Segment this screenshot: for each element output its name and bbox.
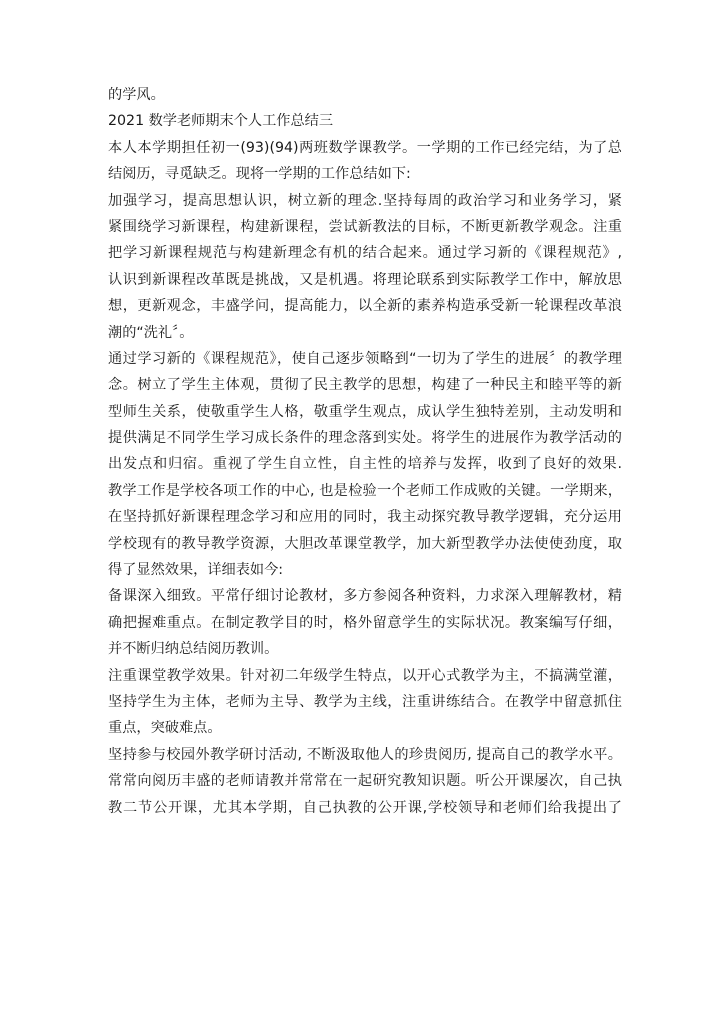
text-line: 备课深入细致。平常仔细讨论教材，多方参阅各种资料，力求深入理解教材，精 bbox=[108, 588, 622, 605]
text-line: 学校现有的教导教学资源，大胆改革课堂教学，加大新型教学办法使使劲度，取 bbox=[108, 535, 622, 552]
text-line: 坚持参与校园外教学研讨活动, 不断汲取他人的珍贵阅历, 提高自己的教学水平。 bbox=[108, 746, 622, 763]
text-line: 潮的“洗礼〞。 bbox=[108, 324, 194, 341]
text-line: 通过学习新的《课程规范》，使自己逐步领略到“一切为了学生的进展〞的教学理 bbox=[108, 350, 622, 367]
text-line: 结阅历，寻觅缺乏。现将一学期的工作总结如下: bbox=[108, 166, 411, 183]
text-line: 把学习新课程规范与构建新理念有机的结合起来。通过学习新的《课程规范》, bbox=[108, 245, 622, 262]
text-line: 坚持学生为主体，老师为主导、教学为主线，注重讲练结合。在教学中留意抓住 bbox=[108, 693, 622, 710]
text-line: 加强学习，提高思想认识，树立新的理念.坚持每周的政治学习和业务学习，紧 bbox=[108, 192, 622, 209]
text-line: 提供满足不同学生学习成长条件的理念落到实处。将学生的进展作为教学活动的 bbox=[108, 430, 622, 447]
text-line: 认识到新课程改革既是挑战，又是机遇。将理论联系到实际教学工作中，解放思 bbox=[108, 271, 622, 288]
text-line: 出发点和归宿。重视了学生自立性，自主性的培养与发挥，收到了良好的效果. bbox=[108, 456, 622, 473]
text-line: 型师生关系，使敬重学生人格，敬重学生观点，成认学生独特差别，主动发明和 bbox=[108, 403, 622, 420]
text-line: 教学工作是学校各项工作的中心, 也是检验一个老师工作成败的关键。一学期来， bbox=[108, 482, 622, 499]
text-line: 教二节公开课，尤其本学期，自己执教的公开课,学校领导和老师们给我提出了 bbox=[108, 799, 622, 816]
text-line: 想，更新观念，丰盛学问，提高能力，以全新的素养构造承受新一轮课程改革浪 bbox=[108, 298, 622, 315]
text-line: 得了显然效果，详细表如今: bbox=[108, 562, 284, 579]
document-page bbox=[108, 82, 622, 821]
text-line: 确把握难重点。在制定教学目的时，格外留意学生的实际状况。教案编写仔细， bbox=[108, 614, 622, 631]
text-line: 紧围绕学习新课程，构建新课程，尝试新教法的目标，不断更新教学观念。注重 bbox=[108, 218, 622, 235]
text-line: 重点，突破难点。 bbox=[108, 720, 222, 737]
text-line: 在坚持抓好新课程理念学习和应用的同时，我主动探究教导教学逻辑，充分运用 bbox=[108, 509, 622, 526]
text-line: 本人本学期担任初一(93)(94)两班数学课教学。一学期的工作已经完结，为了总 bbox=[108, 139, 622, 156]
text-line: 注重课堂教学效果。针对初二年级学生特点，以开心式教学为主，不搞满堂灌， bbox=[108, 667, 622, 684]
text-line: 并不断归纳总结阅历教训。 bbox=[108, 641, 279, 658]
text-line: 2021 数学老师期末个人工作总结三 bbox=[108, 113, 334, 130]
text-line: 念。树立了学生主体观，贯彻了民主教学的思想，构建了一种民主和睦平等的新 bbox=[108, 377, 622, 394]
text-line: 常常向阅历丰盛的老师请教并常常在一起研究教知识题。听公开课屡次，自己执 bbox=[108, 773, 622, 790]
text-line: 的学风。 bbox=[108, 87, 165, 103]
